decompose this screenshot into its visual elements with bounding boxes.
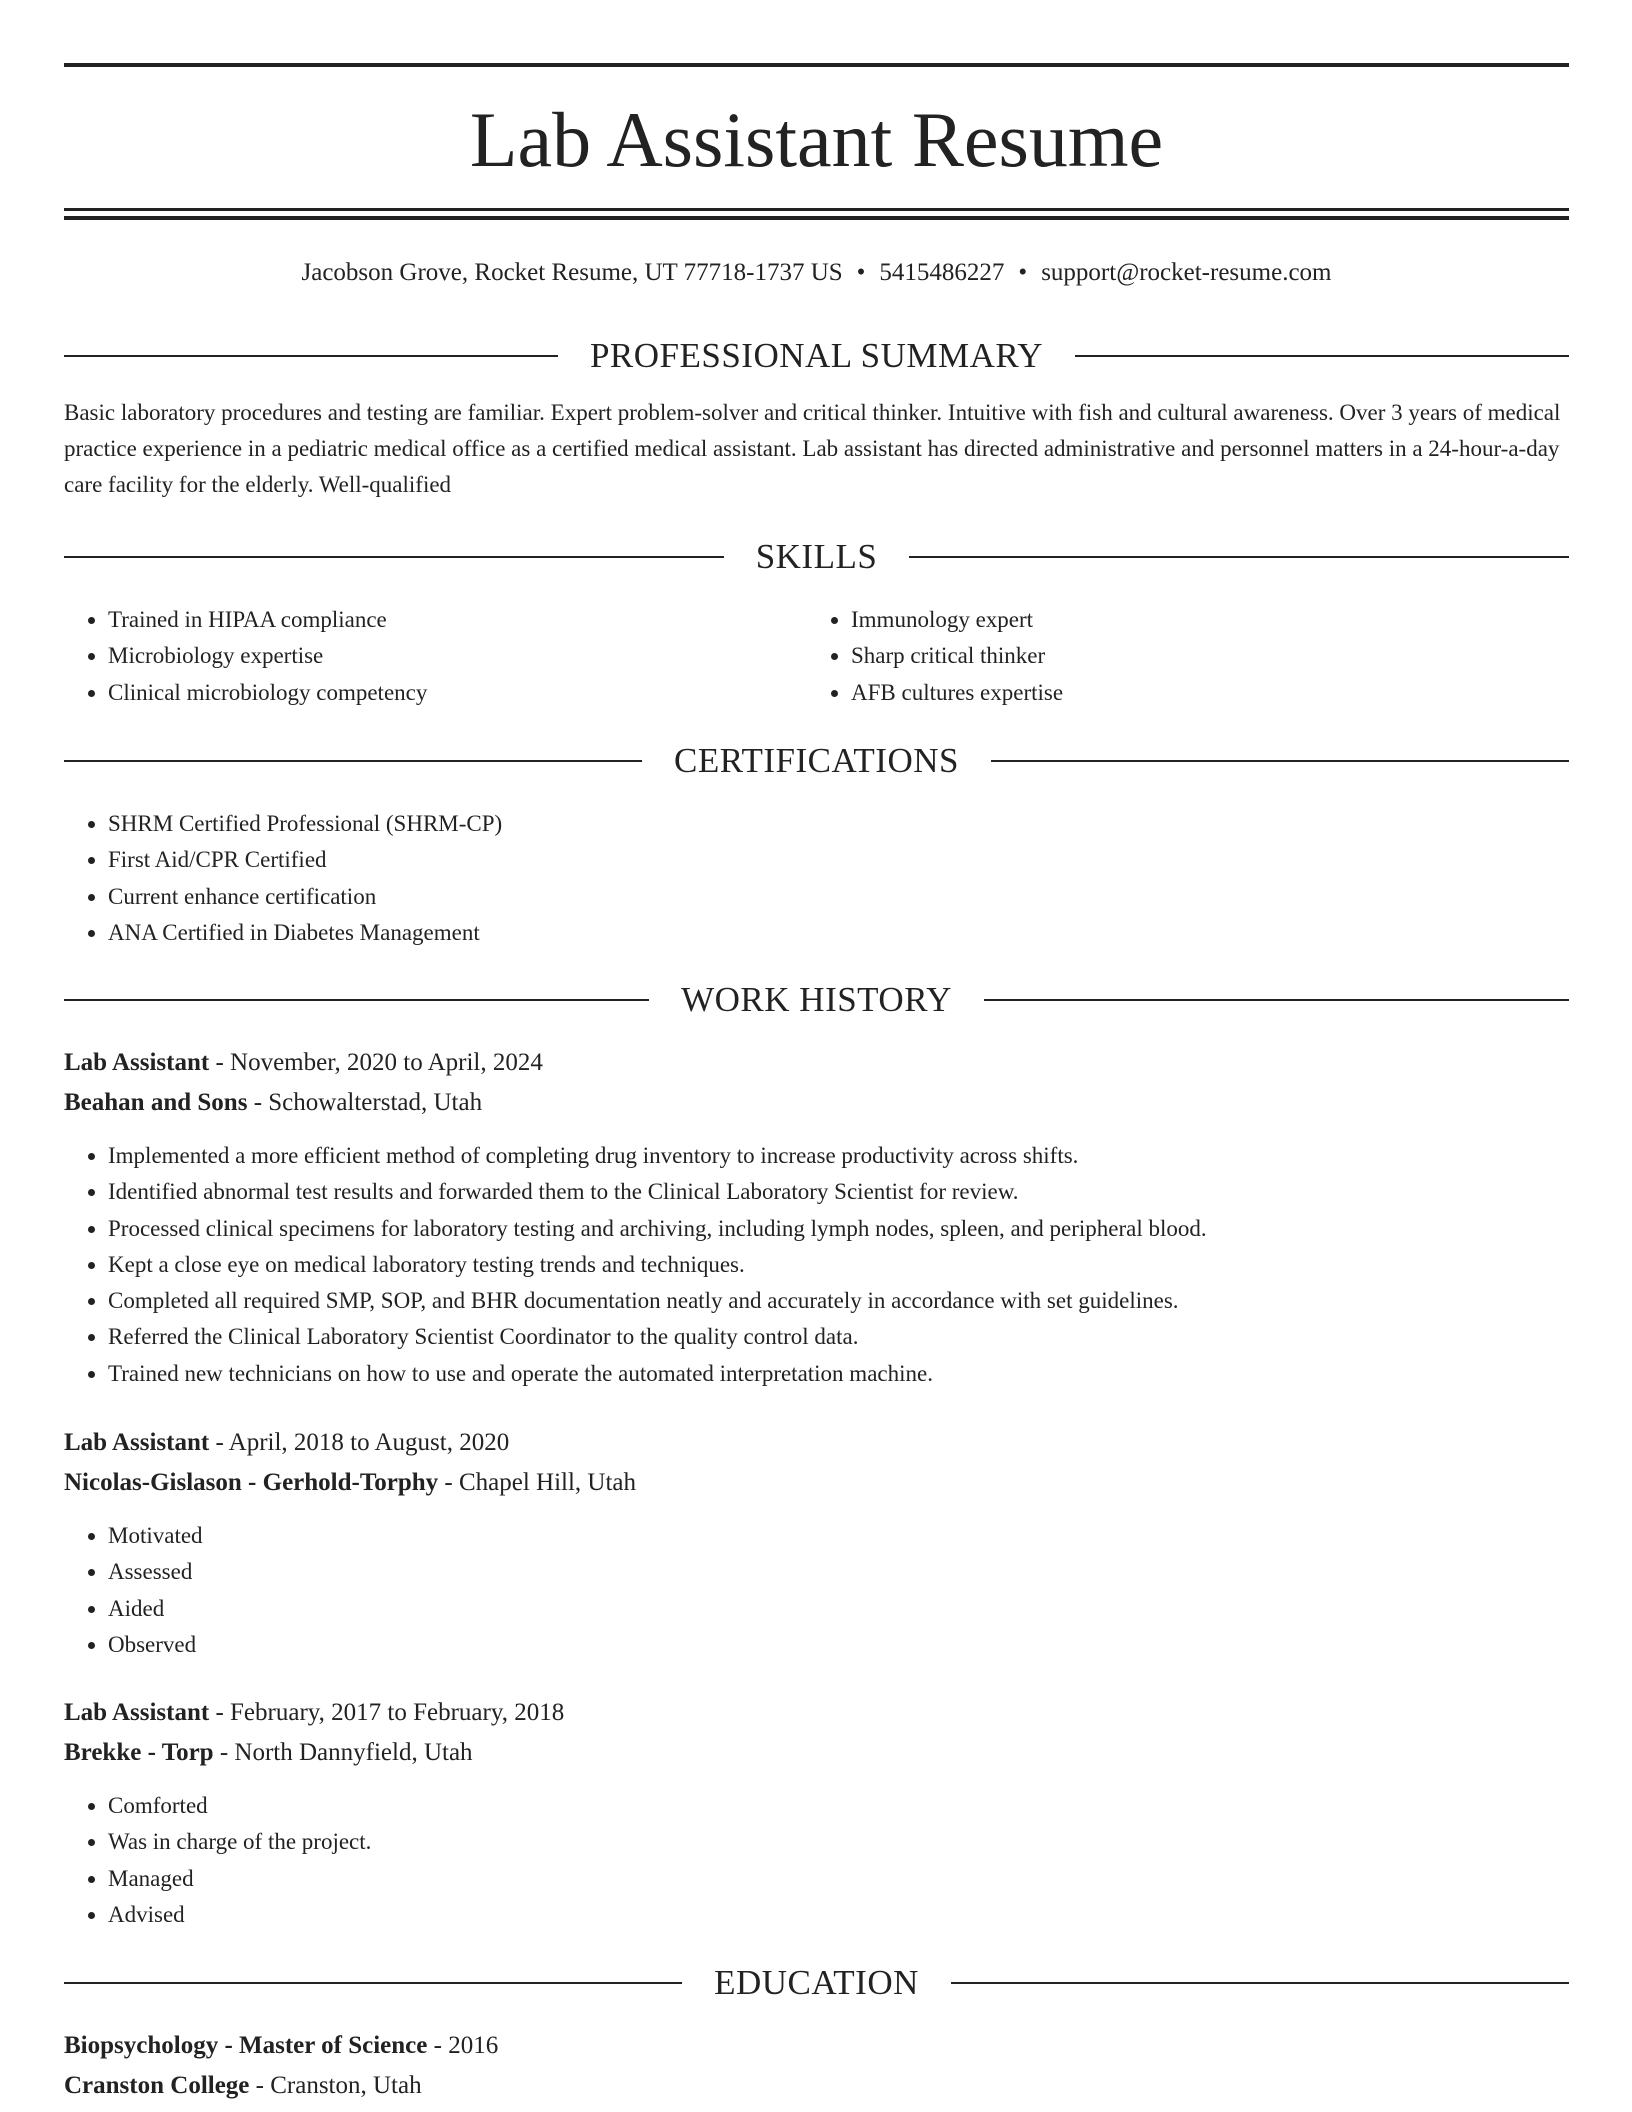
- certification-item: • ANA Certified in Diabetes Management: [108, 915, 1558, 951]
- job-duty: • Comforted: [108, 1788, 1568, 1824]
- job-title-line: [64, 1046, 543, 1080]
- job-company: Beahan and Sons: [64, 1089, 248, 1116]
- job-duty: • Referred the Clinical Laboratory Scientist Coordinator to the quality control data.: [108, 1319, 1568, 1355]
- certification-item: • SHRM Certified Professional (SHRM-CP): [108, 806, 1558, 842]
- heading-rule: [64, 760, 642, 762]
- certifications-heading: [64, 741, 1569, 781]
- heading-rule: [909, 556, 1569, 558]
- skill-item: • Microbiology expertise: [108, 638, 808, 674]
- job-duty: • Aided: [108, 1591, 1568, 1627]
- job-duty: • Trained new technicians on how to use and operate the automated interpretation machine.: [108, 1356, 1568, 1392]
- job-duty: • Motivated: [108, 1518, 1568, 1554]
- contact-phone: 5415486227: [879, 259, 1005, 286]
- job-duty: • Assessed: [108, 1554, 1568, 1590]
- heading-rule: [64, 1982, 682, 1984]
- job-duties-list: [64, 1518, 1568, 1663]
- heading-rule: [64, 556, 724, 558]
- heading-rule: [984, 999, 1569, 1001]
- education-year: - 2016: [427, 2032, 499, 2059]
- job-duty: • Observed: [108, 1627, 1568, 1663]
- contact-separator: •: [856, 259, 866, 286]
- job-company-line: [64, 1466, 636, 1500]
- job-location: - North Dannyfield, Utah: [213, 1739, 473, 1766]
- job-company: Nicolas-Gislason - Gerhold-Torphy: [64, 1469, 439, 1496]
- heading-rule: [64, 355, 558, 357]
- job-location: - Schowalterstad, Utah: [247, 1089, 483, 1116]
- section-title: SKILLS: [755, 537, 878, 576]
- education-location: - Cranston, Utah: [249, 2072, 422, 2099]
- skill-item: • Sharp critical thinker: [851, 638, 1551, 674]
- contact-email[interactable]: support@rocket-resume.com: [1041, 259, 1332, 286]
- summary-text: Basic laboratory procedures and testing are familiar. Expert problem-solver and critical thinker. Intuitive with fish and cultural awareness. Over 3 years of medical practice experience in a pediatric medical office as a certified medical assistant. Lab assistant has directed administrative and personnel matters in a 24-hour-a-day care facility for the elderly. Well-qualified: [64, 400, 1561, 497]
- job-duty: • Was in charge of the project.: [108, 1824, 1568, 1860]
- heading-rule: [1075, 355, 1569, 357]
- skill-item: • Clinical microbiology competency: [108, 675, 808, 711]
- job-company-line: [64, 1086, 482, 1120]
- contact-separator: •: [1018, 259, 1028, 286]
- job-duty: • Kept a close eye on medical laboratory testing trends and techniques.: [108, 1247, 1568, 1283]
- job-company-line: [64, 1736, 473, 1770]
- job-title: Lab Assistant: [64, 1699, 210, 1726]
- job-dates: - February, 2017 to February, 2018: [209, 1699, 565, 1726]
- job-title-line: [64, 1696, 564, 1730]
- summary-heading: [64, 336, 1569, 376]
- job-location: - Chapel Hill, Utah: [438, 1469, 637, 1496]
- job-duties-list: [64, 1788, 1568, 1933]
- heading-rule: [951, 1982, 1569, 1984]
- section-title: CERTIFICATIONS: [674, 741, 959, 780]
- skill-item: • Immunology expert: [851, 602, 1551, 638]
- job-title-line: [64, 1426, 509, 1460]
- job-duties-list: [64, 1138, 1568, 1392]
- skill-item: • Trained in HIPAA compliance: [108, 602, 808, 638]
- job-title: Lab Assistant: [64, 1049, 210, 1076]
- certification-item: • First Aid/CPR Certified: [108, 842, 1558, 878]
- certification-item: • Current enhance certification: [108, 879, 1558, 915]
- job-title: Lab Assistant: [64, 1429, 210, 1456]
- work-history-heading: [64, 980, 1569, 1020]
- heading-rule: [991, 760, 1569, 762]
- job-dates: - November, 2020 to April, 2024: [209, 1049, 543, 1076]
- section-title: EDUCATION: [714, 1963, 919, 2002]
- job-duty: • Processed clinical specimens for laboratory testing and archiving, including lymph nodes, spleen, and peripheral blood.: [108, 1211, 1568, 1247]
- section-title: PROFESSIONAL SUMMARY: [589, 336, 1044, 375]
- job-duty: • Implemented a more efficient method of completing drug inventory to increase productivity across shifts.: [108, 1138, 1568, 1174]
- skills-list-left: [64, 602, 808, 711]
- skills-list-right: [807, 602, 1551, 711]
- section-title: WORK HISTORY: [681, 980, 952, 1019]
- certifications-list: [64, 806, 1558, 951]
- skill-item: • AFB cultures expertise: [851, 675, 1551, 711]
- resume-title: Lab Assistant Resume: [469, 96, 1164, 183]
- job-dates: - April, 2018 to August, 2020: [209, 1429, 510, 1456]
- title-rule-lower: [64, 216, 1569, 220]
- education-heading: [64, 1963, 1569, 2003]
- heading-rule: [64, 999, 649, 1001]
- job-duty: • Identified abnormal test results and forwarded them to the Clinical Laboratory Scientist for review.: [108, 1174, 1568, 1210]
- contact-line: [64, 256, 1569, 290]
- education-school: Cranston College: [64, 2072, 250, 2099]
- top-rule: [64, 63, 1569, 67]
- job-company: Brekke - Torp: [64, 1739, 214, 1766]
- skills-heading: [64, 537, 1569, 577]
- job-duty: • Managed: [108, 1861, 1568, 1897]
- contact-address: Jacobson Grove, Rocket Resume, UT 77718-1737 US: [301, 259, 843, 286]
- title-rule-upper: [64, 208, 1569, 211]
- education-degree-line: [64, 2029, 498, 2063]
- job-duty: • Completed all required SMP, SOP, and BHR documentation neatly and accurately in accordance with set guidelines.: [108, 1283, 1568, 1319]
- job-duty: • Advised: [108, 1897, 1568, 1933]
- education-school-line: [64, 2069, 422, 2103]
- education-degree: Biopsychology - Master of Science: [64, 2032, 428, 2059]
